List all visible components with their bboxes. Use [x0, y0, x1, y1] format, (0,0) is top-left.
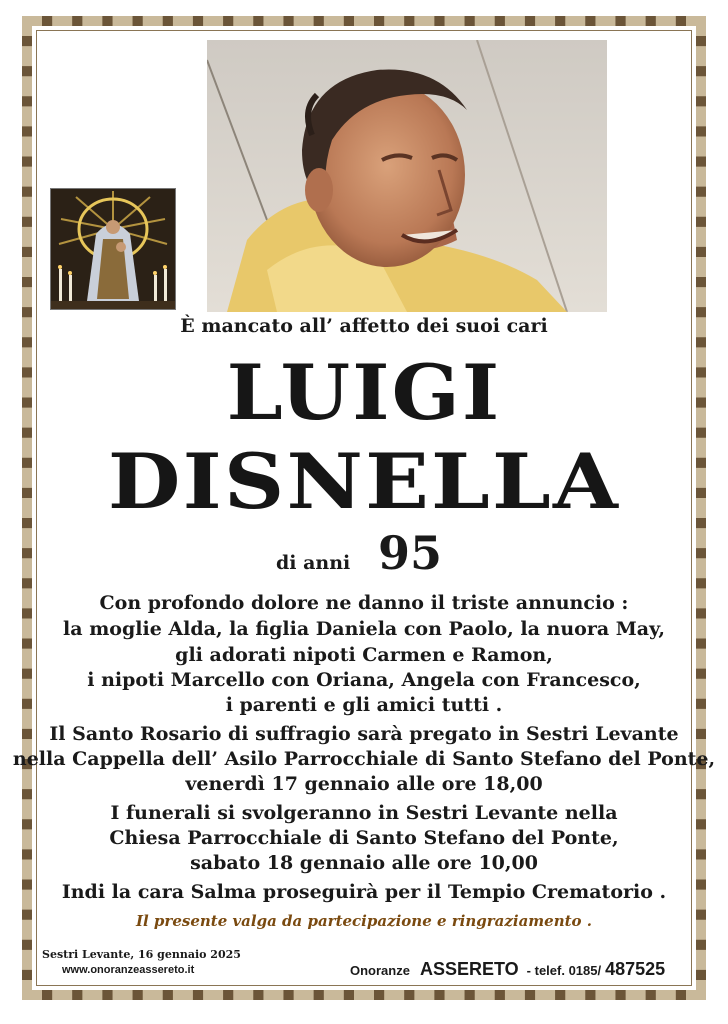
portrait-photo [207, 40, 607, 312]
intro-text: È mancato all’ affetto dei suoi cari [180, 315, 548, 337]
age-label: di anni [276, 552, 351, 574]
last-name: DISNELLA [107, 437, 621, 526]
funeral-line: sabato 18 gennaio alle ore 10,00 [190, 852, 538, 874]
announcement-line: i parenti e gli amici tutti . [225, 694, 503, 716]
place-date: Sestri Levante, 16 gennaio 2025 [42, 948, 241, 961]
rosary-line: Il Santo Rosario di suffragio sarà pregato in Sestri Levante [49, 723, 679, 745]
madonna-image [50, 188, 176, 310]
agency-name: ASSERETO [419, 959, 519, 979]
website-link[interactable]: www.onoranzeassereto.it [62, 964, 195, 976]
phone-label: - telef. 0185/ [526, 963, 602, 978]
rosary-line: nella Cappella dell’ Asilo Parrocchiale di Santo Stefano del Ponte, [12, 748, 716, 770]
funeral-line: Chiesa Parrocchiale di Santo Stefano del Ponte, [109, 827, 619, 849]
rosary-line: venerdì 17 gennaio alle ore 18,00 [185, 773, 543, 795]
cremation-line: Indi la cara Salma proseguirà per il Tempio Crematorio . [61, 881, 667, 903]
announcement-line: gli adorati nipoti Carmen e Ramon, [175, 644, 553, 666]
agency-info [350, 959, 665, 980]
closing-text: Il presente valga da partecipazione e ringraziamento . [136, 912, 592, 930]
announcement-line: Con profondo dolore ne danno il triste annuncio : [99, 592, 629, 614]
announcement-line: i nipoti Marcello con Oriana, Angela con Francesco, [87, 669, 641, 691]
age-value: 95 [378, 526, 443, 580]
agency-label: Onoranze [350, 963, 410, 978]
phone-number[interactable]: 487525 [605, 959, 666, 979]
first-name: LUIGI [226, 348, 502, 437]
announcement-line: la moglie Alda, la figlia Daniela con Paolo, la nuora May, [63, 618, 665, 640]
funeral-line: I funerali si svolgeranno in Sestri Levante nella [110, 802, 618, 824]
